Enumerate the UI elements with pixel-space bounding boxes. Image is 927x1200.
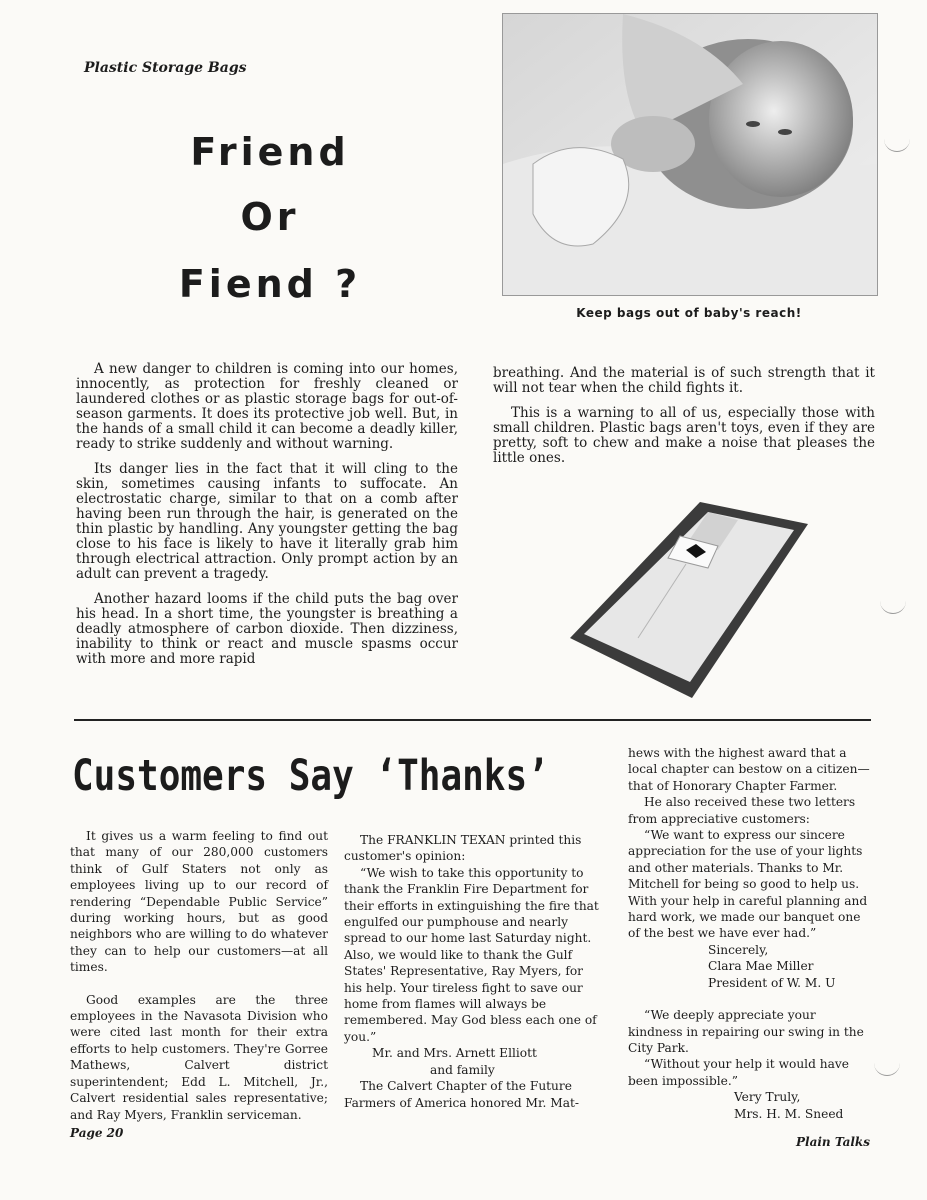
article2-paragraph: hews with the highest award that a local chapter can bestow on a citizen—that of Honorary Chapter Farmer.	[628, 746, 870, 793]
punch-hole-mark	[884, 138, 910, 152]
photo-caption: Keep bags out of baby's reach!	[576, 306, 802, 320]
shirt-photo	[568, 498, 812, 702]
section-divider	[74, 719, 871, 721]
magazine-name: Plain Talks	[796, 1135, 871, 1149]
article2-quote: “We wish to take this opportunity to thank the Franklin Fire Department for their efforts in extinguishing the fire that engulfed our pumphouse and nearly spread to our home last Saturday night. Also, we would like to thank the Gulf States' Representative, Ray Myers, for his help. Your tireless fight to save our home from flames will always be remembered. May God bless each one of you.”	[344, 865, 599, 1044]
article2-paragraph: Good examples are the three employees in the Navasota Division who were cited last month for their extra efforts to help customers. They're Gorree Mathews, Calvert district superintendent; Edd L. Mitchell, Jr., Calvert residential sales representative; and Ray Myers, Franklin serviceman.	[70, 992, 328, 1122]
headline-line-1: Friend	[190, 130, 350, 174]
article2-signature: President of W. M. U	[708, 975, 836, 990]
article2-quote: “We deeply appreciate your kindness in repairing our swing in the City Park.	[628, 1008, 864, 1055]
article2-signature: Clara Mae Miller	[708, 959, 814, 974]
article1-paragraph: A new danger to children is coming into our homes, innocently, as protection for freshly cleaned or laundered clothes or as plastic storage bags for out-of-season garments. It does its protective job well. But, in the hands of a small child it can become a deadly killer, ready to strike suddenly and without warning.	[76, 361, 458, 452]
article1-paragraph: breathing. And the material is of such strength that it will not tear when the child fights it.	[493, 365, 875, 396]
article2-signature: and family	[430, 1062, 495, 1077]
article2-column-3	[628, 745, 872, 1122]
article1-right-column	[493, 366, 875, 476]
article1-left-column	[76, 362, 458, 667]
article2-signature: Very Truly,	[734, 1090, 801, 1105]
article2-signature: Mr. and Mrs. Arnett Elliott	[372, 1046, 537, 1061]
headline-line-3: Fiend ?	[178, 262, 362, 306]
customers-thanks-headline: Customers Say ‘Thanks’	[72, 752, 549, 801]
punch-hole-mark	[874, 1062, 900, 1076]
article2-column-2	[344, 832, 600, 1111]
page-number: Page 20	[70, 1126, 124, 1140]
article2-quote: “Without your help it would have been impossible.”	[628, 1057, 849, 1088]
article2-paragraph: It gives us a warm feeling to find out that many of our 280,000 customers think of Gulf Staters not only as employees living up to our record of rendering “Dependable Public Service” during working hours, but as good neighbors who are willing to do whatever they can to help our customers—at all times.	[70, 829, 328, 975]
article2-paragraph: The Calvert Chapter of the Future Farmers of America honored Mr. Mat-	[344, 1079, 579, 1110]
section-kicker: Plastic Storage Bags	[84, 60, 247, 76]
article2-signature: Mrs. H. M. Sneed	[734, 1106, 844, 1121]
article2-quote: “We want to express our sincere appreciation for the use of your lights and other materials. Thanks to Mr. Mitchell for being so good to help us. With your help in careful planning and hard work, we made our banquet one of the best we have ever had.”	[628, 828, 868, 941]
article1-paragraph: Its danger lies in the fact that it will cling to the skin, sometimes causing infants to suffocate. An electrostatic charge, similar to that on a comb after having been run through the hair, is generated on the thin plastic by handling. Any youngster getting the bag close to his face is likely to have it literally grab him through electrical attraction. Only prompt action by an adult can prevent a tragedy.	[76, 461, 458, 582]
article2-paragraph: He also received these two letters from appreciative customers:	[628, 795, 856, 826]
baby-photo	[502, 13, 878, 296]
article2-signature: Sincerely,	[708, 942, 769, 957]
headline-line-2: Or	[240, 195, 300, 239]
article2-paragraph: The FRANKLIN TEXAN printed this customer's opinion:	[344, 833, 582, 864]
article1-paragraph: Another hazard looms if the child puts the bag over his head. In a short time, the youngster is breathing a deadly atmosphere of carbon dioxide. Then dizziness, inability to think or react and muscle spasms occur with more and more rapid	[76, 591, 458, 667]
article1-paragraph: This is a warning to all of us, especially those with small children. Plastic bags aren't toys, even if they are pretty, soft to chew and make a noise that pleases the little ones.	[493, 405, 875, 466]
punch-hole-mark	[880, 600, 906, 614]
article2-column-1	[70, 828, 328, 1123]
